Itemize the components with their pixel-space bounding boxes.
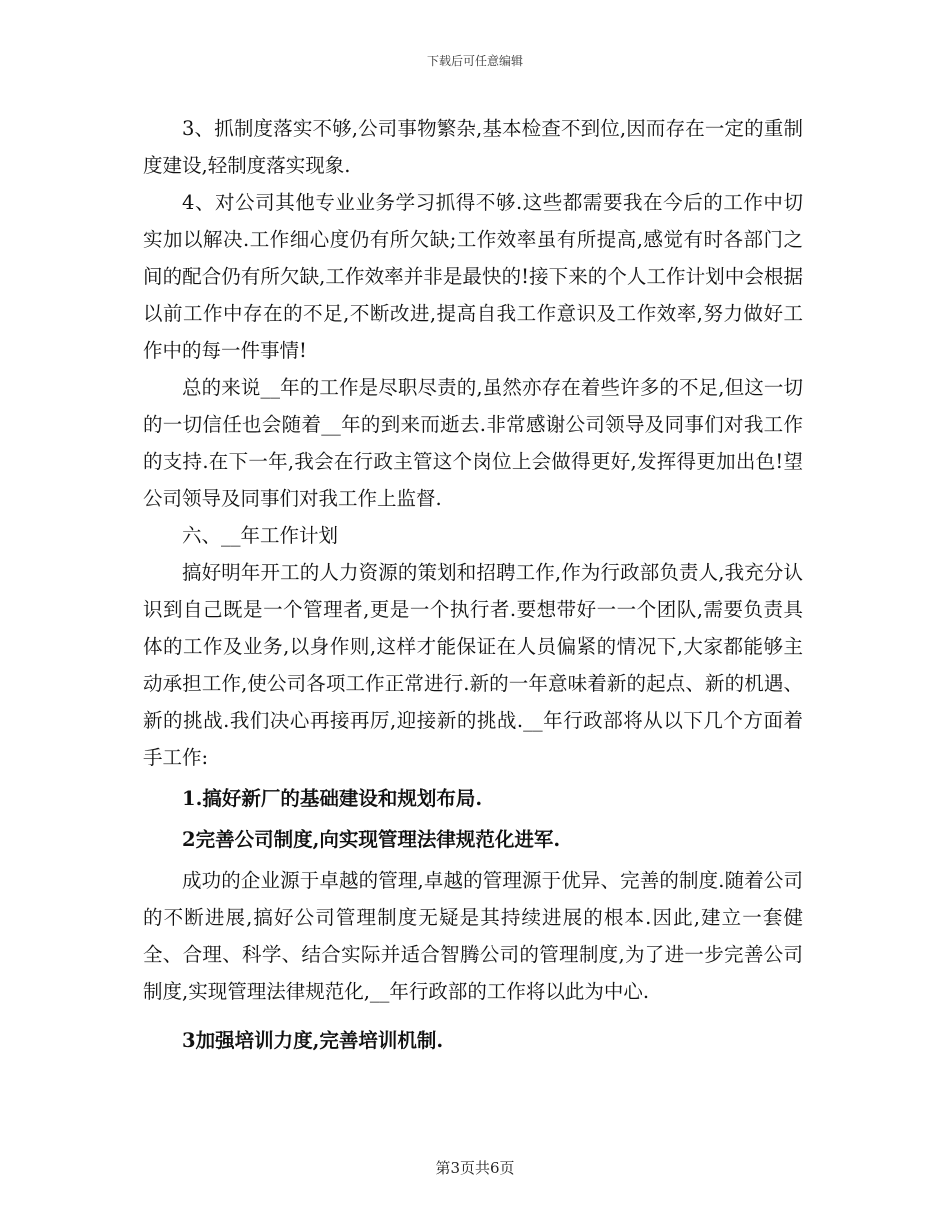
plan-item-3-heading: 3加强培训力度,完善培训机制. xyxy=(182,1029,444,1052)
page-footer: 第3页共6页 xyxy=(435,1159,515,1177)
document-body xyxy=(143,110,803,1063)
paragraph-plan-intro: 搞好明年开工的人力资源的策划和招聘工作,作为行政部负责人,我充分认识到自己既是一个管理者,更是一个执行者.要想带好一一个团队,需要负责具体的工作及业务,以身作则,这样才能保证在人员偏紧的情况下,大家都能够主动承担工作,使公司各项工作正常进行.新的一年意味着新的起点、新的机遇、新的挑战.我们决心再接再厉,迎接新的挑战.__年行政部将从以下几个方面着手工作: xyxy=(143,561,803,769)
paragraph-item-4: 4、对公司其他专业业务学习抓得不够.这些都需要我在今后的工作中切实加以解决.工作细心度仍有所欠缺;工作效率虽有所提高,感觉有时各部门之间的配合仍有所欠缺,工作效率并非是最快的!接下来的个人工作计划中会根据以前工作中存在的不足,不断改进,提高自我工作意识及工作效率,努力做好工作中的每一件事情! xyxy=(143,191,803,362)
paragraph-management-system: 成功的企业源于卓越的管理,卓越的管理源于优异、完善的制度.随着公司的不断进展,搞好公司管理制度无疑是其持续进展的根本.因此,建立一套健全、合理、科学、结合实际并适合智腾公司的管理制度,为了进一步完善公司制度,实现管理法律规范化,__年行政部的工作将以此为中心. xyxy=(143,869,803,1003)
paragraph-item-3: 3、抓制度落实不够,公司事物繁杂,基本检查不到位,因而存在一定的重制度建设,轻制度落实现象. xyxy=(143,117,803,177)
paragraph-summary: 总的来说__年的工作是尽职尽责的,虽然亦存在着些许多的不足,但这一切的一切信任也会随着__年的到来而逝去.非常感谢公司领导及同事们对我工作的支持.在下一年,我会在行政主管这个岗位上会做得更好,发挥得更加出色!望公司领导及同事们对我工作上监督. xyxy=(143,376,803,510)
page-header: 下载后可任意编辑 xyxy=(426,54,523,68)
section-heading-plan: 六、__年工作计划 xyxy=(182,524,339,547)
plan-item-1-heading: 1.搞好新厂的基础建设和规划布局. xyxy=(182,787,483,810)
plan-item-2-heading: 2完善公司制度,向实现管理法律规范化进军. xyxy=(182,828,561,851)
